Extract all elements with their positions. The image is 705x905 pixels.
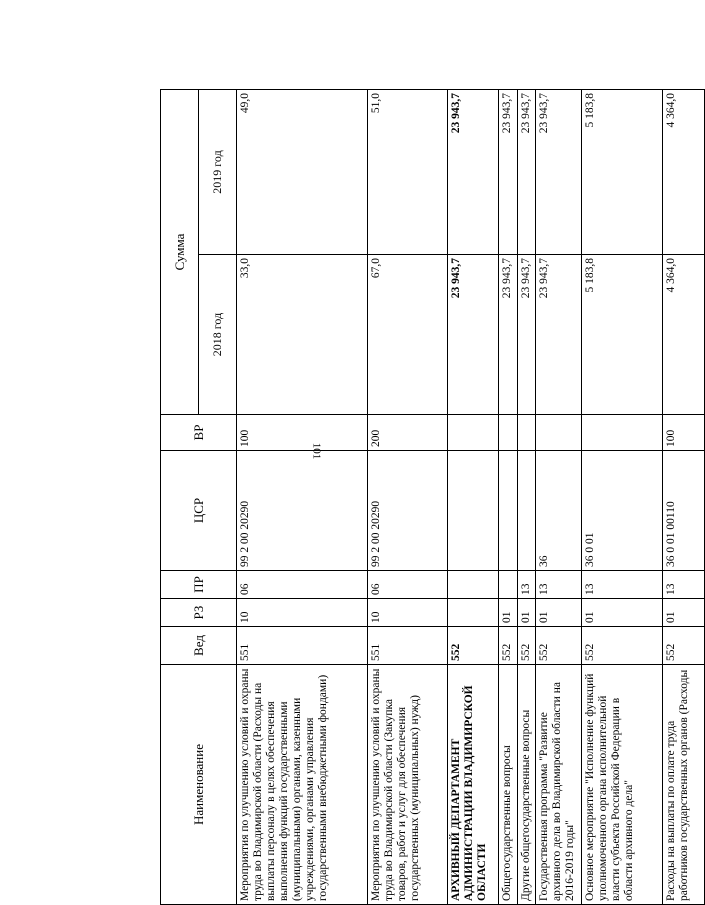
cell-pr: 13 <box>663 571 705 599</box>
header-name: Наименование <box>161 665 237 905</box>
cell-2019: 23 943,7 <box>536 90 582 255</box>
cell-rz: 10 <box>237 599 368 627</box>
cell-rz: 01 <box>582 599 663 627</box>
cell-2019: 5 183,8 <box>582 90 663 255</box>
cell-2019: 23 943,7 <box>448 90 498 255</box>
cell-vr <box>448 415 498 451</box>
cell-csr <box>517 451 536 571</box>
cell-pr: 06 <box>237 571 368 599</box>
cell-2019: 51,0 <box>367 90 448 255</box>
cell-2018: 4 364,0 <box>663 255 705 415</box>
cell-rz: 01 <box>517 599 536 627</box>
cell-name: Государственная программа "Развитие архивного дела во Владимирской области на 2016-2019 годы" <box>536 665 582 905</box>
cell-name: АРХИВНЫЙ ДЕПАРТАМЕНТ АДМИНИСТРАЦИИ ВЛАДИМИРСКОЙ ОБЛАСТИ <box>448 665 498 905</box>
cell-csr: 99 2 00 20290 <box>367 451 448 571</box>
cell-2018: 23 943,7 <box>517 255 536 415</box>
cell-rz: 01 <box>663 599 705 627</box>
cell-rz: 01 <box>498 599 517 627</box>
cell-ved: 552 <box>536 627 582 665</box>
cell-pr: 13 <box>536 571 582 599</box>
cell-name: Другие общегосударственные вопросы <box>517 665 536 905</box>
budget-table-container <box>160 90 705 905</box>
cell-vr <box>517 415 536 451</box>
cell-csr: 36 <box>536 451 582 571</box>
table-row <box>663 90 705 905</box>
cell-csr <box>448 451 498 571</box>
header-ved: Вед <box>161 627 237 665</box>
cell-pr: 06 <box>367 571 448 599</box>
cell-csr: 99 2 00 20290 <box>237 451 368 571</box>
cell-ved: 552 <box>448 627 498 665</box>
cell-2019: 49,0 <box>237 90 368 255</box>
cell-csr <box>498 451 517 571</box>
cell-vr <box>536 415 582 451</box>
cell-2018: 67,0 <box>367 255 448 415</box>
cell-name: Общегосударственные вопросы <box>498 665 517 905</box>
cell-pr: 13 <box>517 571 536 599</box>
cell-vr: 200 <box>367 415 448 451</box>
budget-table <box>160 89 705 905</box>
cell-vr: 100 <box>663 415 705 451</box>
table-row <box>448 90 498 905</box>
cell-vr <box>498 415 517 451</box>
cell-ved: 552 <box>582 627 663 665</box>
header-csr: ЦСР <box>161 451 237 571</box>
cell-2019: 4 364,0 <box>663 90 705 255</box>
table-body <box>237 90 705 905</box>
cell-vr: 100 <box>237 415 368 451</box>
header-year-2019: 2019 год <box>199 90 237 255</box>
cell-pr <box>498 571 517 599</box>
header-vr: ВР <box>161 415 237 451</box>
cell-ved: 552 <box>517 627 536 665</box>
cell-pr: 13 <box>582 571 663 599</box>
cell-name: Основное мероприятие "Исполнение функций уполномоченного органа исполнительной власти субъекта Российской Федерации в области архивного дела" <box>582 665 663 905</box>
cell-vr <box>582 415 663 451</box>
header-pr: ПР <box>161 571 237 599</box>
cell-pr <box>448 571 498 599</box>
cell-ved: 551 <box>367 627 448 665</box>
cell-rz: 10 <box>367 599 448 627</box>
cell-2018: 23 943,7 <box>498 255 517 415</box>
cell-rz: 01 <box>536 599 582 627</box>
cell-name: Мероприятия по улучшению условий и охраны труда во Владимирской области (Расходы на выплаты персоналу в целях обеспечения выполнения функций государственными (муниципальными) органами, казенными учреждениями, органами управления государственными внебюджетными фондами) <box>237 665 368 905</box>
header-year-2018: 2018 год <box>199 255 237 415</box>
table-row <box>237 90 368 905</box>
table-row <box>498 90 517 905</box>
cell-ved: 552 <box>498 627 517 665</box>
header-sum: Сумма <box>161 90 199 415</box>
cell-name: Расходы на выплаты по оплате труда работников государственных органов (Расходы <box>663 665 705 905</box>
cell-2018: 23 943,7 <box>536 255 582 415</box>
cell-2018: 23 943,7 <box>448 255 498 415</box>
cell-ved: 551 <box>237 627 368 665</box>
cell-name: Мероприятия по улучшению условий и охраны труда во Владимирской области (Закупка товаров, работ и услуг для обеспечения государственных (муниципальных) нужд) <box>367 665 448 905</box>
table-row <box>582 90 663 905</box>
cell-ved: 552 <box>663 627 705 665</box>
table-row <box>517 90 536 905</box>
cell-csr: 36 0 01 00110 <box>663 451 705 571</box>
cell-2018: 5 183,8 <box>582 255 663 415</box>
cell-rz <box>448 599 498 627</box>
page-number: 101 <box>310 442 323 460</box>
cell-2019: 23 943,7 <box>498 90 517 255</box>
cell-2019: 23 943,7 <box>517 90 536 255</box>
table-row <box>536 90 582 905</box>
table-row <box>367 90 448 905</box>
cell-csr: 36 0 01 <box>582 451 663 571</box>
header-rz: РЗ <box>161 599 237 627</box>
cell-2018: 33,0 <box>237 255 368 415</box>
